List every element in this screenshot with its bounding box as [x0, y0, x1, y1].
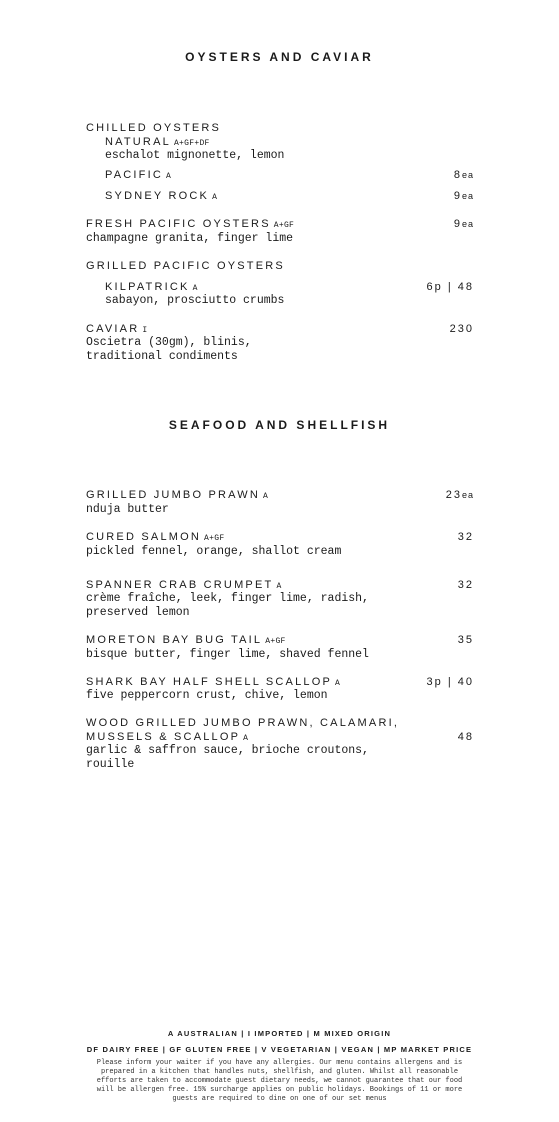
item-name: CAVIAR: [86, 323, 140, 335]
menu-item-moreton-bay: [86, 634, 286, 646]
item-name: GRILLED JUMBO PRAWN: [86, 489, 261, 501]
item-name: SHARK BAY HALF SHELL SCALLOP: [86, 676, 333, 688]
item-description: bisque butter, finger lime, shaved fennel: [86, 648, 369, 661]
item-price: [454, 190, 474, 202]
item-description: traditional condiments: [86, 350, 238, 363]
item-tag: A: [243, 734, 249, 743]
item-tag: A+GF+DF: [173, 139, 210, 148]
item-name: MUSSELS & SCALLOP: [86, 731, 241, 743]
price-value: 23: [445, 489, 462, 501]
allergen-note: [82, 1059, 477, 1104]
item-description: Oscietra (30gm), blinis,: [86, 336, 252, 349]
item-tag: A: [276, 582, 282, 591]
menu-item-kilpatrick: [105, 281, 198, 293]
menu-item-fresh-pacific: [86, 218, 294, 230]
item-description: preserved lemon: [86, 606, 190, 619]
menu-item-cured-salmon: [86, 531, 224, 543]
item-tag: A: [335, 679, 341, 688]
item-name: SPANNER CRAB CRUMPET: [86, 579, 274, 591]
menu-item-scallop: [86, 676, 340, 688]
item-tag: A+GF: [273, 221, 295, 230]
item-tag: A: [263, 492, 269, 501]
item-description: five peppercorn crust, chive, lemon: [86, 689, 328, 702]
price-value: 8: [453, 169, 462, 181]
item-name: SYDNEY ROCK: [105, 190, 210, 202]
item-description: rouille: [86, 758, 135, 771]
price-value: 9: [453, 190, 462, 202]
item-description: pickled fennel, orange, shallot cream: [86, 545, 342, 558]
item-price: 32: [457, 579, 474, 591]
item-name: CURED SALMON: [86, 531, 202, 543]
item-price: 35: [457, 634, 474, 646]
item-tag: I: [142, 326, 148, 335]
item-price: [446, 489, 474, 501]
item-description: crème fraîche, leek, finger lime, radish,: [86, 592, 369, 605]
section-title-oysters: OYSTERS AND CAVIAR: [185, 50, 374, 64]
item-name: MORETON BAY BUG TAIL: [86, 634, 263, 646]
menu-item-natural: [105, 136, 210, 148]
item-price: [454, 169, 474, 181]
item-price: 48: [457, 731, 474, 743]
chilled-oysters-heading: CHILLED OYSTERS: [86, 122, 222, 134]
menu-item-pacific: [105, 169, 171, 181]
item-name: FRESH PACIFIC OYSTERS: [86, 218, 271, 230]
item-name: NATURAL: [105, 136, 171, 148]
item-name: PACIFIC: [105, 169, 163, 181]
grilled-oysters-heading: GRILLED PACIFIC OYSTERS: [86, 260, 285, 272]
item-tag: A+GF: [204, 534, 225, 543]
item-description: nduja butter: [86, 503, 169, 516]
menu-item-sydney-rock: [105, 190, 217, 202]
allergen-note-line: Please inform your waiter if you have any allergies. Our menu contains allergens and is: [96, 1059, 463, 1067]
price-unit: ea: [461, 191, 474, 201]
item-description: champagne granita, finger lime: [86, 232, 294, 245]
item-description: eschalot mignonette, lemon: [105, 149, 285, 162]
item-tag: A: [192, 284, 198, 293]
section-title-seafood: SEAFOOD AND SHELLFISH: [168, 418, 391, 432]
allergen-note-line: guests are required to dine on one of our set menus: [172, 1095, 387, 1103]
menu-item-caviar: [86, 323, 147, 335]
menu-item-jumbo-prawn: [86, 489, 268, 501]
dietary-legend: DF DAIRY FREE | GF GLUTEN FREE | V VEGETARIAN | VEGAN | MP MARKET PRICE: [86, 1045, 473, 1054]
item-price: 230: [449, 323, 474, 335]
item-price: 6p | 48: [426, 281, 474, 293]
item-description: sabayon, prosciutto crumbs: [105, 294, 285, 307]
origin-legend: A AUSTRALIAN | I IMPORTED | M MIXED ORIGIN: [167, 1029, 392, 1038]
price-unit: ea: [461, 170, 474, 180]
price-value: 9: [453, 218, 462, 230]
item-name: KILPATRICK: [105, 281, 190, 293]
allergen-note-line: efforts are taken to accommodate guest dietary needs, we cannot guarantee that our food: [96, 1077, 463, 1085]
menu-item-wood-grilled-name-line1: WOOD GRILLED JUMBO PRAWN, CALAMARI,: [86, 717, 400, 729]
item-price: [454, 218, 474, 230]
price-unit: ea: [461, 490, 474, 500]
item-tag: A: [165, 172, 172, 181]
item-description: garlic & saffron sauce, brioche croutons,: [86, 744, 369, 757]
allergen-note-line: will be allergen free. 15% surcharge applies on public holidays. Bookings of 11 or more: [96, 1086, 463, 1094]
item-price: 32: [457, 531, 474, 543]
item-tag: A: [212, 193, 218, 202]
menu-item-wood-grilled: [86, 731, 248, 743]
price-unit: ea: [461, 219, 474, 229]
item-tag: A+GF: [265, 637, 286, 646]
menu-item-spanner-crab: [86, 579, 282, 591]
allergen-note-line: prepared in a kitchen that handles nuts, shellfish, and gluten. Whilst all reasonable: [100, 1068, 459, 1076]
item-price: 3p | 40: [426, 676, 474, 688]
